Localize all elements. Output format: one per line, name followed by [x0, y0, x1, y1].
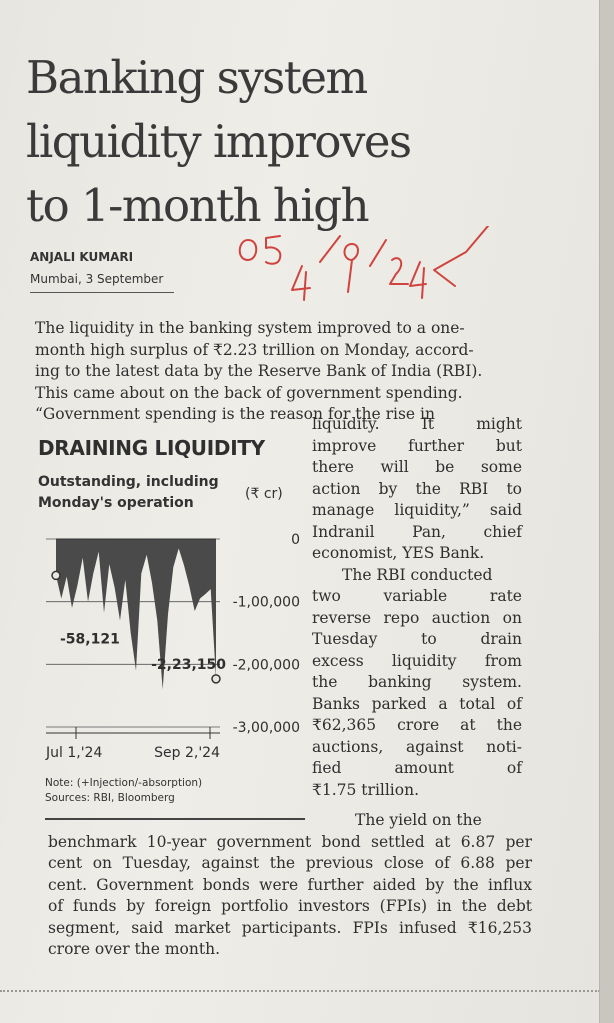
chart-subtitle [38, 472, 219, 514]
text-line: ₹62,365 crore at the [312, 716, 522, 734]
start-point-marker [52, 571, 60, 579]
text-line: fied amount of [312, 759, 522, 777]
text-line: of funds by foreign portfolio investors (FPIs) in the debt [48, 897, 532, 915]
headline-line: Banking system [26, 51, 367, 104]
text-line: auctions, against noti- [312, 737, 522, 756]
text-line: liquidity. It might [312, 415, 522, 433]
chart-sources: Sources: RBI, Bloomberg [45, 792, 175, 804]
chart-subtitle-line: Outstanding, including [38, 474, 219, 490]
text-line: month high surplus of ₹2.23 trillion on Monday, accord- [35, 340, 474, 359]
headline-line: liquidity improves [26, 115, 411, 168]
text-line: excess liquidity from [312, 651, 522, 670]
text-line: economist, YES Bank. [312, 544, 485, 562]
text-line: Banks parked a total of [312, 694, 522, 713]
chart-title: DRAINING LIQUIDITY [38, 436, 265, 460]
handwritten-date-note [230, 226, 490, 306]
text-line: This came about on the back of government spending. [35, 383, 463, 402]
text-line: reverse repo auction on [312, 608, 522, 627]
x-tick-label: Jul 1,'24 [46, 745, 103, 761]
text-line: The yield on the [355, 811, 482, 829]
text-line: segment, said market participants. FPIs infused ₹16,253 [48, 918, 532, 937]
dotted-cut-line [0, 990, 600, 992]
text-line: two variable rate [312, 587, 522, 605]
text-line: cent on Tuesday, against the previous close of 6.88 per [48, 854, 532, 872]
chart-footnote [45, 776, 202, 806]
end-value-label: -2,23,150 [151, 656, 226, 673]
closing-paragraph [48, 810, 532, 961]
y-tick-label: -2,00,000 [232, 657, 300, 674]
text-line: crore over the month. [48, 940, 220, 958]
right-column-text [312, 414, 522, 801]
intro-paragraph [35, 318, 515, 426]
headline-line: to 1-month high [26, 179, 369, 232]
chart-unit: (₹ cr) [245, 486, 283, 502]
start-value-label: -58,121 [60, 631, 120, 648]
text-line: ₹1.75 trillion. [312, 780, 420, 799]
end-point-marker [212, 675, 220, 683]
text-line: cent. Government bonds were further aided by the influx [48, 875, 532, 894]
liquidity-area-chart [30, 515, 310, 765]
text-line: The liquidity in the banking system improved to a one- [35, 319, 465, 337]
text-line: benchmark 10-year government bond settled at 6.87 per [48, 832, 532, 851]
y-tick-label: -3,00,000 [232, 720, 300, 736]
headline [26, 46, 496, 238]
chart-subtitle-line: Monday's operation [38, 495, 194, 511]
page-edge [599, 0, 614, 1023]
text-line: improve further but [312, 436, 522, 455]
y-tick-label: 0 [291, 532, 300, 548]
x-tick-label: Sep 2,'24 [154, 745, 220, 761]
chart-note: Note: (+Injection/-absorption) [45, 777, 203, 789]
y-tick-label: -1,00,000 [232, 594, 300, 611]
text-line: Tuesday to drain [312, 630, 522, 648]
text-line: there will be some [312, 458, 522, 476]
text-line: Indranil Pan, chief [312, 522, 522, 541]
text-line: ing to the latest data by the Reserve Bank of India (RBI). [35, 362, 483, 380]
text-line: the banking system. [312, 673, 522, 691]
byline-divider [30, 292, 174, 293]
byline-place-date: Mumbai, 3 September [30, 272, 164, 286]
byline-author: ANJALI KUMARI [30, 250, 134, 264]
text-line: The RBI conducted [342, 565, 493, 584]
text-line: action by the RBI to [312, 479, 522, 498]
text-line: “Government spending is the reason for the rise in [35, 405, 435, 423]
text-line: manage liquidity,” said [312, 501, 522, 519]
